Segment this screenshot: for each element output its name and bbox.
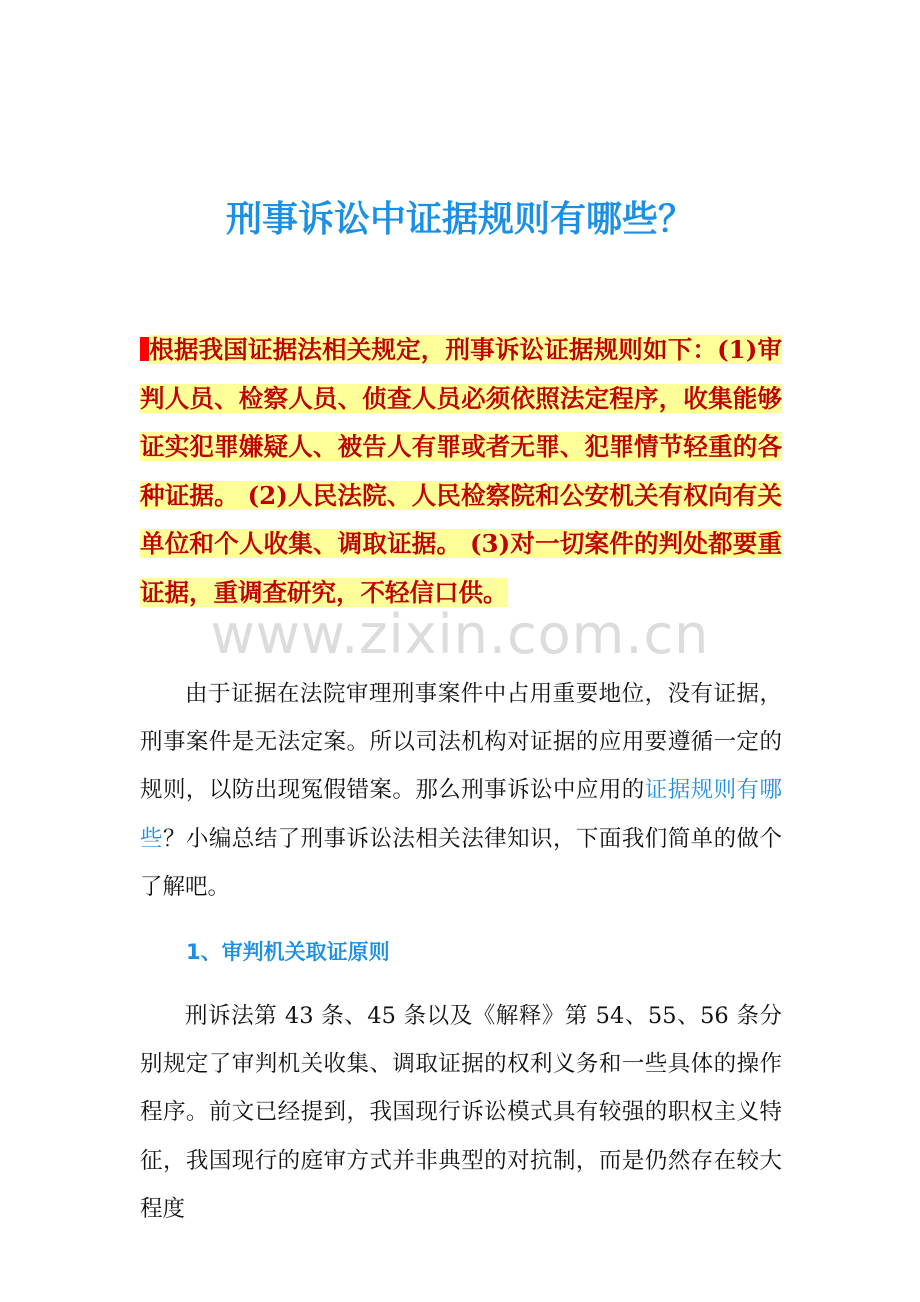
section-1-paragraph: 刑诉法第 43 条、45 条以及《解释》第 54、55、56 条分别规定了审判机关收集、调取证据的权利义务和一些具体的操作程序。前文已经提到，我国现行诉讼模式具有较强的职权主义特征，我国现行的庭审方式并非典型的对抗制，而是仍然存在较大程度: [140, 1003, 782, 1222]
summary-paragraph: [140, 326, 782, 618]
intro-text-after: ？小编总结了刑事诉讼法相关法律知识，下面我们简单的做个了解吧。: [140, 825, 782, 900]
red-marker-icon: [140, 337, 149, 361]
watermark: www.zixin.com.cn: [210, 603, 710, 666]
intro-text-before: 由于证据在法院审理刑事案件中占用重要地位，没有证据，刑事案件是无法定案。所以司法机构对证据的应用要遵循一定的规则，以防出现冤假错案。那么刑事诉讼中应用的: [140, 681, 782, 804]
section-heading-1: 1、审判机关取证原则: [186, 940, 390, 964]
intro-paragraph: [140, 670, 782, 911]
evidence-rules-link[interactable]: 证据规则有哪些: [140, 777, 782, 852]
page-title: 刑事诉讼中证据规则有哪些？: [225, 199, 694, 240]
summary-text: 根据我国证据法相关规定，刑事诉讼证据规则如下：(1)审判人员、检察人员、侦查人员必须依照法定程序，收集能够证实犯罪嫌疑人、被告人有罪或者无罪、犯罪情节轻重的各种证据。 (2)人民法院、人民检察院和公安机关有权向有关单位和个人收集、调取证据。 (3)对一切案件的判处都要重证据，重调查研究，不轻信口供。: [140, 335, 782, 607]
